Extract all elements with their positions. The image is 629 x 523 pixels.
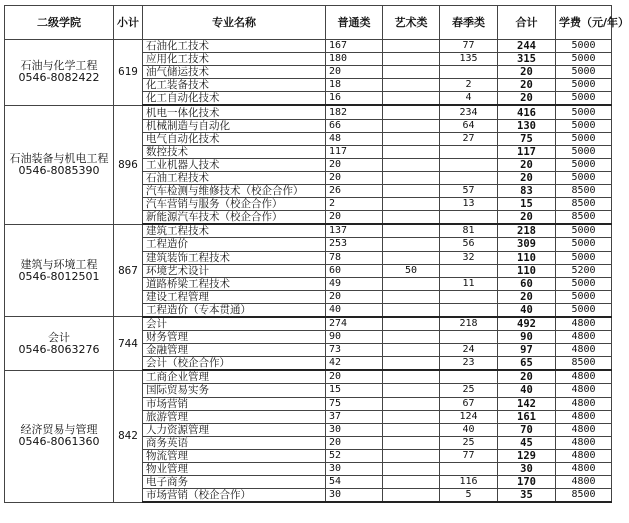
art-count-cell bbox=[383, 423, 440, 436]
art-count-cell bbox=[383, 145, 440, 158]
tuition-fee-cell: 5000 bbox=[556, 171, 612, 184]
general-count-cell: 167 bbox=[326, 40, 383, 53]
general-count-cell: 90 bbox=[326, 331, 383, 344]
general-count-cell: 49 bbox=[326, 277, 383, 290]
spring-count-cell: 67 bbox=[440, 397, 498, 410]
art-count-cell bbox=[383, 211, 440, 225]
art-count-cell bbox=[383, 344, 440, 357]
spring-count-cell: 64 bbox=[440, 119, 498, 132]
total-count-cell: 40 bbox=[498, 384, 556, 397]
college-name: 石油与化学工程 bbox=[20, 59, 98, 73]
major-name-cell: 建设工程管理 bbox=[143, 290, 326, 303]
general-count-cell: 20 bbox=[326, 66, 383, 79]
total-count-cell: 110 bbox=[498, 251, 556, 264]
art-count-cell bbox=[383, 132, 440, 145]
major-name-cell: 国际贸易实务 bbox=[143, 384, 326, 397]
major-name-cell: 化工装备技术 bbox=[143, 79, 326, 92]
major-name-cell: 人力资源管理 bbox=[143, 423, 326, 436]
total-count-cell: 30 bbox=[498, 463, 556, 476]
tuition-fee-cell: 4800 bbox=[556, 397, 612, 410]
header-subtotal: 小计 bbox=[114, 6, 143, 40]
spring-count-cell: 77 bbox=[440, 449, 498, 462]
spring-count-cell: 24 bbox=[440, 344, 498, 357]
general-count-cell: 20 bbox=[326, 211, 383, 225]
art-count-cell bbox=[383, 185, 440, 198]
header-art: 艺术类 bbox=[383, 6, 440, 40]
total-count-cell: 20 bbox=[498, 66, 556, 79]
tuition-fee-cell: 4800 bbox=[556, 449, 612, 462]
major-name-cell: 机电一体化技术 bbox=[143, 105, 326, 119]
total-count-cell: 20 bbox=[498, 79, 556, 92]
tuition-fee-cell: 5000 bbox=[556, 66, 612, 79]
major-name-cell: 旅游管理 bbox=[143, 410, 326, 423]
general-count-cell: 182 bbox=[326, 105, 383, 119]
college-subtotal: 619 bbox=[114, 40, 143, 106]
college-phone: 0546-8085390 bbox=[18, 163, 100, 177]
table-row bbox=[5, 40, 612, 53]
header-general: 普通类 bbox=[326, 6, 383, 40]
spring-count-cell bbox=[440, 331, 498, 344]
spring-count-cell: 4 bbox=[440, 92, 498, 106]
spring-count-cell: 13 bbox=[440, 198, 498, 211]
college-name: 石油装备与机电工程 bbox=[9, 151, 109, 165]
art-count-cell bbox=[383, 463, 440, 476]
major-name-cell: 石油化工技术 bbox=[143, 40, 326, 53]
college-phone: 0546-8063276 bbox=[18, 342, 100, 356]
major-name-cell: 汽车营销与服务（校企合作） bbox=[143, 198, 326, 211]
tuition-fee-cell: 5000 bbox=[556, 158, 612, 171]
art-count-cell bbox=[383, 303, 440, 317]
total-count-cell: 20 bbox=[498, 211, 556, 225]
art-count-cell bbox=[383, 198, 440, 211]
college-cell bbox=[5, 105, 114, 224]
college-name: 经济贸易与管理 bbox=[20, 423, 98, 437]
art-count-cell: 50 bbox=[383, 264, 440, 277]
art-count-cell bbox=[383, 119, 440, 132]
art-count-cell bbox=[383, 384, 440, 397]
art-count-cell bbox=[383, 397, 440, 410]
general-count-cell: 20 bbox=[326, 171, 383, 184]
table-row bbox=[5, 105, 612, 119]
total-count-cell: 75 bbox=[498, 132, 556, 145]
college-phone: 0546-8082422 bbox=[18, 71, 100, 85]
spring-count-cell: 23 bbox=[440, 357, 498, 371]
art-count-cell bbox=[383, 449, 440, 462]
college-name: 会计 bbox=[48, 330, 70, 344]
total-count-cell: 142 bbox=[498, 397, 556, 410]
tuition-fee-cell: 5000 bbox=[556, 40, 612, 53]
spring-count-cell bbox=[440, 370, 498, 384]
total-count-cell: 315 bbox=[498, 53, 556, 66]
college-subtotal: 744 bbox=[114, 317, 143, 370]
general-count-cell: 137 bbox=[326, 224, 383, 238]
header-spring: 春季类 bbox=[440, 6, 498, 40]
spring-count-cell bbox=[440, 171, 498, 184]
total-count-cell: 90 bbox=[498, 331, 556, 344]
major-name-cell: 金融管理 bbox=[143, 344, 326, 357]
total-count-cell: 20 bbox=[498, 158, 556, 171]
header-college: 二级学院 bbox=[5, 6, 114, 40]
general-count-cell: 54 bbox=[326, 476, 383, 489]
spring-count-cell: 5 bbox=[440, 489, 498, 503]
general-count-cell: 48 bbox=[326, 132, 383, 145]
major-name-cell: 工商企业管理 bbox=[143, 370, 326, 384]
art-count-cell bbox=[383, 277, 440, 290]
general-count-cell: 30 bbox=[326, 489, 383, 503]
art-count-cell bbox=[383, 53, 440, 66]
spring-count-cell bbox=[440, 463, 498, 476]
art-count-cell bbox=[383, 290, 440, 303]
major-name-cell: 工程造价 bbox=[143, 238, 326, 251]
table-row bbox=[5, 370, 612, 384]
spring-count-cell bbox=[440, 158, 498, 171]
major-name-cell: 汽车检测与维修技术（校企合作） bbox=[143, 185, 326, 198]
general-count-cell: 30 bbox=[326, 463, 383, 476]
general-count-cell: 20 bbox=[326, 158, 383, 171]
spring-count-cell: 81 bbox=[440, 224, 498, 238]
total-count-cell: 170 bbox=[498, 476, 556, 489]
major-name-cell: 建筑装饰工程技术 bbox=[143, 251, 326, 264]
general-count-cell: 52 bbox=[326, 449, 383, 462]
tuition-fee-cell: 4800 bbox=[556, 331, 612, 344]
spring-count-cell: 27 bbox=[440, 132, 498, 145]
art-count-cell bbox=[383, 79, 440, 92]
major-name-cell: 建筑工程技术 bbox=[143, 224, 326, 238]
art-count-cell bbox=[383, 317, 440, 331]
general-count-cell: 40 bbox=[326, 303, 383, 317]
tuition-fee-cell: 8500 bbox=[556, 185, 612, 198]
tuition-fee-cell: 4800 bbox=[556, 423, 612, 436]
art-count-cell bbox=[383, 105, 440, 119]
art-count-cell bbox=[383, 476, 440, 489]
general-count-cell: 78 bbox=[326, 251, 383, 264]
general-count-cell: 253 bbox=[326, 238, 383, 251]
tuition-fee-cell: 5000 bbox=[556, 290, 612, 303]
general-count-cell: 60 bbox=[326, 264, 383, 277]
general-count-cell: 20 bbox=[326, 436, 383, 449]
spring-count-cell: 25 bbox=[440, 436, 498, 449]
spring-count-cell: 56 bbox=[440, 238, 498, 251]
art-count-cell bbox=[383, 238, 440, 251]
college-subtotal: 896 bbox=[114, 105, 143, 224]
general-count-cell: 20 bbox=[326, 370, 383, 384]
general-count-cell: 16 bbox=[326, 92, 383, 106]
header-fee: 学费（元/年） bbox=[556, 6, 612, 40]
total-count-cell: 129 bbox=[498, 449, 556, 462]
total-count-cell: 45 bbox=[498, 436, 556, 449]
spring-count-cell bbox=[440, 303, 498, 317]
general-count-cell: 274 bbox=[326, 317, 383, 331]
spring-count-cell: 116 bbox=[440, 476, 498, 489]
total-count-cell: 130 bbox=[498, 119, 556, 132]
major-name-cell: 新能源汽车技术（校企合作） bbox=[143, 211, 326, 225]
art-count-cell bbox=[383, 331, 440, 344]
header-row bbox=[5, 6, 612, 40]
college-subtotal: 867 bbox=[114, 224, 143, 317]
art-count-cell bbox=[383, 224, 440, 238]
table-row bbox=[5, 224, 612, 238]
major-name-cell: 电子商务 bbox=[143, 476, 326, 489]
spring-count-cell bbox=[440, 211, 498, 225]
tuition-fee-cell: 4800 bbox=[556, 476, 612, 489]
tuition-fee-cell: 4800 bbox=[556, 370, 612, 384]
major-name-cell: 市场营销（校企合作） bbox=[143, 489, 326, 503]
spring-count-cell: 218 bbox=[440, 317, 498, 331]
general-count-cell: 30 bbox=[326, 423, 383, 436]
general-count-cell: 2 bbox=[326, 198, 383, 211]
general-count-cell: 37 bbox=[326, 410, 383, 423]
total-count-cell: 218 bbox=[498, 224, 556, 238]
college-cell bbox=[5, 370, 114, 502]
tuition-fee-cell: 5000 bbox=[556, 277, 612, 290]
major-name-cell: 数控技术 bbox=[143, 145, 326, 158]
general-count-cell: 73 bbox=[326, 344, 383, 357]
total-count-cell: 65 bbox=[498, 357, 556, 371]
major-name-cell: 应用化工技术 bbox=[143, 53, 326, 66]
college-phone: 0546-8061360 bbox=[18, 435, 100, 449]
spring-count-cell: 234 bbox=[440, 105, 498, 119]
general-count-cell: 117 bbox=[326, 145, 383, 158]
tuition-fee-cell: 8500 bbox=[556, 489, 612, 503]
major-name-cell: 机械制造与自动化 bbox=[143, 119, 326, 132]
major-name-cell: 会计 bbox=[143, 317, 326, 331]
table-body bbox=[5, 40, 612, 503]
spring-count-cell: 40 bbox=[440, 423, 498, 436]
art-count-cell bbox=[383, 489, 440, 503]
art-count-cell bbox=[383, 436, 440, 449]
spring-count-cell: 2 bbox=[440, 79, 498, 92]
spring-count-cell: 124 bbox=[440, 410, 498, 423]
art-count-cell bbox=[383, 370, 440, 384]
major-name-cell: 工业机器人技术 bbox=[143, 158, 326, 171]
major-name-cell: 财务管理 bbox=[143, 331, 326, 344]
tuition-fee-cell: 4800 bbox=[556, 344, 612, 357]
major-name-cell: 环境艺术设计 bbox=[143, 264, 326, 277]
major-name-cell: 石油工程技术 bbox=[143, 171, 326, 184]
tuition-fee-cell: 5000 bbox=[556, 145, 612, 158]
total-count-cell: 15 bbox=[498, 198, 556, 211]
tuition-fee-cell: 5000 bbox=[556, 224, 612, 238]
total-count-cell: 20 bbox=[498, 290, 556, 303]
general-count-cell: 66 bbox=[326, 119, 383, 132]
enrollment-table bbox=[4, 5, 629, 503]
major-name-cell: 道路桥梁工程技术 bbox=[143, 277, 326, 290]
total-count-cell: 244 bbox=[498, 40, 556, 53]
general-count-cell: 15 bbox=[326, 384, 383, 397]
total-count-cell: 40 bbox=[498, 303, 556, 317]
tuition-fee-cell: 5000 bbox=[556, 303, 612, 317]
tuition-fee-cell: 5000 bbox=[556, 251, 612, 264]
general-count-cell: 18 bbox=[326, 79, 383, 92]
tuition-fee-cell: 8500 bbox=[556, 211, 612, 225]
major-name-cell: 工程造价（专本贯通） bbox=[143, 303, 326, 317]
general-count-cell: 26 bbox=[326, 185, 383, 198]
tuition-fee-cell: 8500 bbox=[556, 357, 612, 371]
college-subtotal: 842 bbox=[114, 370, 143, 502]
total-count-cell: 83 bbox=[498, 185, 556, 198]
major-name-cell: 物业管理 bbox=[143, 463, 326, 476]
tuition-fee-cell: 4800 bbox=[556, 317, 612, 331]
general-count-cell: 180 bbox=[326, 53, 383, 66]
major-name-cell: 油气储运技术 bbox=[143, 66, 326, 79]
college-cell bbox=[5, 317, 114, 370]
spring-count-cell: 25 bbox=[440, 384, 498, 397]
spring-count-cell: 32 bbox=[440, 251, 498, 264]
header-major: 专业名称 bbox=[143, 6, 326, 40]
total-count-cell: 97 bbox=[498, 344, 556, 357]
tuition-fee-cell: 5000 bbox=[556, 92, 612, 106]
art-count-cell bbox=[383, 171, 440, 184]
total-count-cell: 309 bbox=[498, 238, 556, 251]
tuition-fee-cell: 5200 bbox=[556, 264, 612, 277]
tuition-fee-cell: 5000 bbox=[556, 105, 612, 119]
tuition-fee-cell: 4800 bbox=[556, 463, 612, 476]
tuition-fee-cell: 5000 bbox=[556, 119, 612, 132]
total-count-cell: 60 bbox=[498, 277, 556, 290]
college-phone: 0546-8012501 bbox=[18, 269, 100, 283]
tuition-fee-cell: 5000 bbox=[556, 238, 612, 251]
major-name-cell: 物流管理 bbox=[143, 449, 326, 462]
major-name-cell: 化工自动化技术 bbox=[143, 92, 326, 106]
spring-count-cell: 135 bbox=[440, 53, 498, 66]
total-count-cell: 117 bbox=[498, 145, 556, 158]
art-count-cell bbox=[383, 66, 440, 79]
spring-count-cell: 11 bbox=[440, 277, 498, 290]
tuition-fee-cell: 5000 bbox=[556, 53, 612, 66]
college-name: 建筑与环境工程 bbox=[20, 257, 98, 271]
art-count-cell bbox=[383, 410, 440, 423]
tuition-fee-cell: 5000 bbox=[556, 132, 612, 145]
major-name-cell: 电气自动化技术 bbox=[143, 132, 326, 145]
total-count-cell: 161 bbox=[498, 410, 556, 423]
total-count-cell: 70 bbox=[498, 423, 556, 436]
college-cell bbox=[5, 224, 114, 317]
table-row bbox=[5, 317, 612, 331]
general-count-cell: 42 bbox=[326, 357, 383, 371]
art-count-cell bbox=[383, 40, 440, 53]
header-total: 合计 bbox=[498, 6, 556, 40]
total-count-cell: 35 bbox=[498, 489, 556, 503]
art-count-cell bbox=[383, 251, 440, 264]
general-count-cell: 20 bbox=[326, 290, 383, 303]
spring-count-cell bbox=[440, 290, 498, 303]
tuition-fee-cell: 5000 bbox=[556, 79, 612, 92]
spring-count-cell bbox=[440, 66, 498, 79]
tuition-fee-cell: 4800 bbox=[556, 384, 612, 397]
general-count-cell: 75 bbox=[326, 397, 383, 410]
total-count-cell: 110 bbox=[498, 264, 556, 277]
total-count-cell: 20 bbox=[498, 92, 556, 106]
spring-count-cell bbox=[440, 264, 498, 277]
major-name-cell: 会计（校企合作） bbox=[143, 357, 326, 371]
spring-count-cell: 77 bbox=[440, 40, 498, 53]
art-count-cell bbox=[383, 92, 440, 106]
tuition-fee-cell: 4800 bbox=[556, 410, 612, 423]
major-name-cell: 市场营销 bbox=[143, 397, 326, 410]
art-count-cell bbox=[383, 158, 440, 171]
tuition-fee-cell: 4800 bbox=[556, 436, 612, 449]
spring-count-cell bbox=[440, 145, 498, 158]
total-count-cell: 492 bbox=[498, 317, 556, 331]
total-count-cell: 416 bbox=[498, 105, 556, 119]
total-count-cell: 20 bbox=[498, 171, 556, 184]
tuition-fee-cell: 8500 bbox=[556, 198, 612, 211]
major-name-cell: 商务英语 bbox=[143, 436, 326, 449]
total-count-cell: 20 bbox=[498, 370, 556, 384]
art-count-cell bbox=[383, 357, 440, 371]
college-cell bbox=[5, 40, 114, 106]
spring-count-cell: 57 bbox=[440, 185, 498, 198]
